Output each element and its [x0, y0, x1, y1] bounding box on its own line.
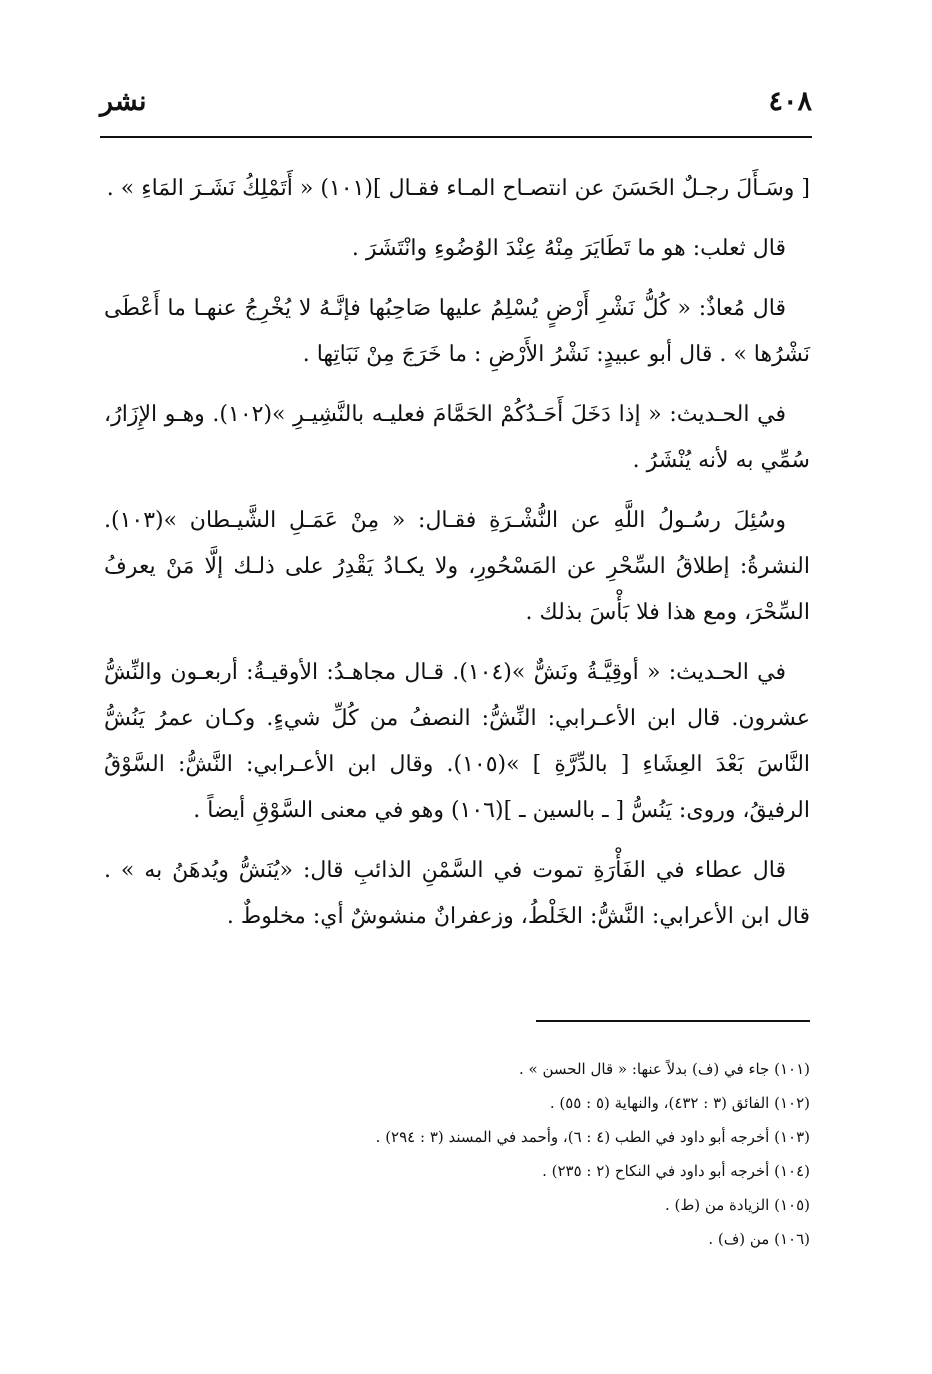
paragraph: قال ثعلب: هو ما تَطَايَرَ مِنْهُ عِنْدَ الوُضُوءِ وانْتَشَرَ . [351, 236, 786, 261]
footnotes [200, 1052, 810, 1256]
footnote: (١٠٤) أخرجه أبو داود في النكاح (٢ : ٢٣٥) . [542, 1162, 810, 1180]
footnote: (١٠٢) الفائق (٣ : ٤٣٢)، والنهاية (٥ : ٥٥) . [549, 1094, 810, 1112]
paragraph: قال عطاء في الفَأْرَةِ تموت في السَّمْنِ الذائبِ قال: «يُنَشُّ ويُدهَنُ به » . قال ابن الأعرابي: النَّشُّ: الخَلْطُ، وزعفرانٌ منشوشٌ أي: مخلوطٌ . [104, 858, 810, 929]
header-rule [100, 136, 812, 138]
main-text [104, 166, 810, 954]
paragraph: وسُئِلَ رسُـولُ اللَّهِ عن النُّشْـرَةِ فقـال: « مِنْ عَمَـلِ الشَّيـطان »(١٠٣). النشرةُ: إطلاقُ السِّحْرِ عن المَسْحُورِ، ولا يكـادُ يَقْدِرُ على ذلـك إلَّا مَنْ يعرفُ السِّحْرَ، ومع هذا فلا بَأْسَ بذلك . [104, 508, 810, 625]
paragraph: [ وسَـأَلَ رجـلٌ الحَسَنَ عن انتصـاح المـاء فقـال ](١٠١) « أَتَمْلِكُ نَشَـرَ المَاءِ » . [106, 176, 810, 201]
page-header [100, 82, 812, 122]
page-number: ٤٠٨ [768, 86, 812, 117]
footnote: (١٠١) جاء في (ف) بدلاً عنها: « قال الحسن » . [519, 1060, 810, 1078]
paragraph: في الحـديث: « إذا دَخَلَ أَحَـدُكُمْ الحَمَّامَ فعليـه بالنَّشِيـرِ »(١٠٢). وهـو الإِزَارُ، سُمِّي به لأنه يُنْشَرُ . [104, 402, 810, 473]
paragraph: في الحـديث: « أوقِيَّـةُ ونَشٌّ »(١٠٤). قـال مجاهـدُ: الأوقيـةُ: أربعـون والنِّشُّ عشرون. قال ابن الأعـرابي: النِّشُّ: النصفُ من كُلِّ شيءٍ. وكـان عمرُ يَنُشُّ النَّاسَ بَعْدَ العِشَاءِ [ بالدِّرَّةِ ] »(١٠٥). وقال ابن الأعـرابي: النَّشُّ: السَّوْقُ الرفيقُ، وروى: يَنُسُّ [ ـ بالسين ـ ](١٠٦) وهو في معنى السَّوْقِ أيضاً . [104, 660, 811, 823]
footnote: (١٠٣) أخرجه أبو داود في الطب (٤ : ٦)، وأحمد في المسند (٣ : ٢٩٤) . [375, 1128, 810, 1146]
running-title: نشر [100, 86, 147, 117]
footnote-rule [536, 1020, 810, 1022]
footnote: (١٠٥) الزيادة من (ط) . [664, 1196, 810, 1214]
paragraph: قال مُعاذٌ: « كُلُّ نَشْرِ أَرْضٍ يُسْلِمُ عليها صَاحِبُها فإنَّـهُ لا يُخْرِجُ عنهـا ما أَعْطَى نَشْرُها » . قال أبو عبيدٍ: نَشْرُ الأَرْضِ : ما خَرَجَ مِنْ نَبَاتِها . [104, 296, 810, 367]
footnote: (١٠٦) من (ف) . [708, 1230, 810, 1248]
